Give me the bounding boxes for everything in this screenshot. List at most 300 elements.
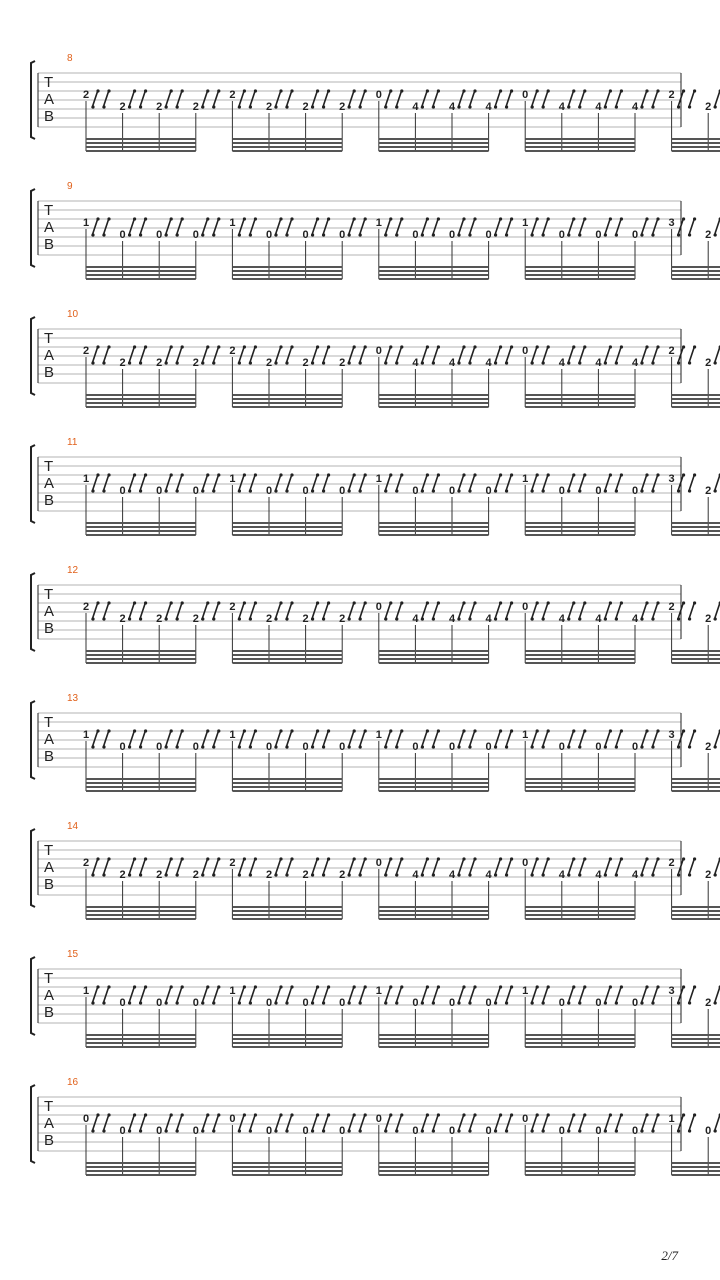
slash-dot [107, 473, 110, 476]
strum-slash [641, 346, 647, 364]
strum-slash [652, 858, 658, 876]
slash-dot [682, 985, 685, 988]
slash-dot [217, 985, 220, 988]
fret-number: 1 [82, 217, 90, 229]
strum-slash [506, 858, 512, 876]
strum-slash [652, 218, 658, 236]
slash-dot [645, 89, 648, 92]
fret-number: 0 [412, 229, 419, 241]
slash-dot [206, 729, 209, 732]
strum-slash [385, 90, 391, 108]
slash-dot [238, 1001, 241, 1004]
strum-slash [286, 602, 292, 620]
slash-dot [128, 361, 131, 364]
strum-slash [432, 474, 438, 492]
slash-dot [359, 489, 362, 492]
strum-slash [421, 346, 427, 364]
slash-dot [311, 617, 314, 620]
slash-dot [421, 489, 424, 492]
slash-dot [693, 473, 696, 476]
fret-number: 0 [375, 857, 382, 869]
slash-dot [395, 489, 398, 492]
strum-slash [542, 218, 548, 236]
fret-number: 2 [229, 857, 236, 869]
strum-slash [432, 346, 438, 364]
strum-slash [689, 218, 695, 236]
slash-dot [510, 89, 513, 92]
strum-slash [458, 218, 464, 236]
fret-number: 4 [485, 613, 492, 625]
slash-dot [499, 89, 502, 92]
tab-system [31, 437, 720, 535]
slash-dot [432, 105, 435, 108]
slash-dot [102, 873, 105, 876]
slash-dot [421, 105, 424, 108]
slash-dot [359, 745, 362, 748]
slash-dot [274, 489, 277, 492]
strum-slash [176, 218, 182, 236]
slash-dot [651, 1129, 654, 1132]
slash-dot [395, 1001, 398, 1004]
fret-number: 2 [119, 101, 126, 113]
fret-number: 0 [339, 229, 346, 241]
slash-dot [395, 745, 398, 748]
strum-slash [495, 986, 501, 1004]
slash-dot [279, 89, 282, 92]
slash-dot [128, 1001, 131, 1004]
fret-number: 1 [229, 729, 236, 741]
slash-dot [279, 601, 282, 604]
fret-number: 2 [82, 601, 90, 613]
strum-slash [542, 986, 548, 1004]
strum-slash [323, 1114, 329, 1132]
strum-slash [165, 474, 171, 492]
strum-slash [140, 474, 146, 492]
strum-slash [176, 1114, 182, 1132]
slash-dot [91, 361, 94, 364]
slash-dot [494, 233, 497, 236]
slash-dot [165, 361, 168, 364]
slash-dot [473, 473, 476, 476]
strum-slash [385, 218, 391, 236]
slash-dot [395, 617, 398, 620]
fret-number: 2 [229, 345, 236, 357]
slash-dot [421, 1001, 424, 1004]
slash-dot [547, 89, 550, 92]
slash-dot [421, 1129, 424, 1132]
strum-slash [421, 730, 427, 748]
slash-dot [714, 1001, 717, 1004]
slash-dot [677, 489, 680, 492]
slash-dot [494, 1001, 497, 1004]
strum-slash [568, 730, 574, 748]
slash-dot [462, 985, 465, 988]
strum-slash [714, 346, 720, 364]
tab-clef-letter: T [44, 330, 54, 347]
slash-dot [693, 217, 696, 220]
slash-dot [348, 489, 351, 492]
strum-slash [495, 218, 501, 236]
strum-slash [652, 90, 658, 108]
slash-dot [102, 1129, 105, 1132]
slash-dot [531, 1129, 534, 1132]
slash-dot [128, 745, 131, 748]
slash-dot [567, 745, 570, 748]
slash-dot [238, 617, 241, 620]
strum-slash [714, 858, 720, 876]
slash-dot [316, 857, 319, 860]
fret-number: 4 [631, 101, 639, 113]
slash-dot [144, 857, 147, 860]
strum-slash [286, 858, 292, 876]
strum-slash [531, 730, 537, 748]
fret-number: 0 [522, 857, 529, 869]
strum-slash [714, 730, 720, 748]
slash-dot [688, 617, 691, 620]
slash-dot [91, 1129, 94, 1132]
fret-number: 2 [192, 357, 199, 369]
slash-dot [714, 361, 717, 364]
slash-dot [311, 489, 314, 492]
strum-slash [238, 346, 244, 364]
strum-slash [469, 1114, 475, 1132]
strum-slash [432, 218, 438, 236]
slash-dot [620, 473, 623, 476]
slash-dot [384, 105, 387, 108]
slash-dot [144, 601, 147, 604]
slash-dot [139, 1129, 142, 1132]
fret-number: 2 [156, 101, 163, 113]
strum-slash [312, 986, 318, 1004]
fret-number: 0 [595, 229, 602, 241]
strum-slash [359, 474, 365, 492]
slash-dot [165, 1129, 168, 1132]
strum-slash [689, 346, 695, 364]
fret-number: 0 [558, 997, 565, 1009]
strum-slash [359, 730, 365, 748]
strum-slash [348, 1114, 354, 1132]
strum-slash [469, 858, 475, 876]
fret-number: 0 [302, 1125, 309, 1137]
strum-slash [458, 602, 464, 620]
slash-dot [505, 1001, 508, 1004]
fret-number: 4 [412, 357, 419, 369]
fret-number: 2 [705, 869, 712, 881]
slash-dot [604, 1001, 607, 1004]
fret-number: 0 [631, 741, 639, 753]
strum-slash [469, 90, 475, 108]
slash-dot [359, 617, 362, 620]
slash-dot [656, 217, 659, 220]
strum-slash [129, 858, 135, 876]
strum-slash [714, 90, 720, 108]
slash-dot [327, 1113, 330, 1116]
fret-number: 0 [265, 1125, 273, 1137]
strum-slash [286, 218, 292, 236]
strum-slash [92, 346, 98, 364]
slash-dot [170, 601, 173, 604]
strum-slash [652, 474, 658, 492]
strum-slash [495, 602, 501, 620]
fret-number: 0 [485, 1125, 492, 1137]
slash-dot [139, 1001, 142, 1004]
fret-number: 0 [448, 485, 456, 497]
slash-dot [572, 345, 575, 348]
fret-number: 0 [119, 741, 126, 753]
strum-slash [359, 1114, 365, 1132]
fret-number: 2 [229, 89, 236, 101]
strum-slash [568, 986, 574, 1004]
slash-dot [640, 873, 643, 876]
slash-dot [243, 1113, 246, 1116]
slash-dot [243, 857, 246, 860]
strum-slash [286, 1114, 292, 1132]
strum-slash [396, 858, 402, 876]
slash-dot [249, 1001, 252, 1004]
tab-clef-letter: B [44, 236, 55, 253]
strum-slash [604, 730, 610, 748]
slash-dot [432, 1001, 435, 1004]
slash-dot [212, 873, 215, 876]
slash-dot [567, 1001, 570, 1004]
fret-number: 0 [522, 1113, 529, 1125]
fret-number: 1 [522, 985, 529, 997]
fret-number: 4 [558, 357, 565, 369]
fret-number: 0 [558, 229, 565, 241]
tab-clef-letter: A [44, 475, 55, 492]
slash-dot [499, 345, 502, 348]
system-brace [31, 317, 35, 395]
strum-slash [140, 1114, 146, 1132]
slash-dot [285, 873, 288, 876]
slash-dot [128, 233, 131, 236]
strum-slash [421, 986, 427, 1004]
slash-dot [217, 345, 220, 348]
slash-dot [437, 985, 440, 988]
strum-slash [312, 218, 318, 236]
strum-slash [275, 730, 281, 748]
slash-dot [133, 729, 136, 732]
fret-number: 2 [705, 101, 712, 113]
strum-slash [495, 730, 501, 748]
slash-dot [176, 873, 179, 876]
slash-dot [311, 1001, 314, 1004]
strum-slash [275, 986, 281, 1004]
strum-slash [604, 602, 610, 620]
slash-dot [96, 857, 99, 860]
slash-dot [578, 361, 581, 364]
tab-clef-letter: A [44, 731, 55, 748]
strum-slash [385, 474, 391, 492]
slash-dot [499, 1113, 502, 1116]
slash-dot [714, 233, 717, 236]
strum-slash [202, 90, 208, 108]
slash-dot [437, 729, 440, 732]
fret-number: 0 [375, 601, 382, 613]
slash-dot [364, 1113, 367, 1116]
slash-dot [217, 473, 220, 476]
slash-dot [217, 857, 220, 860]
fret-number: 0 [156, 997, 163, 1009]
slash-dot [473, 857, 476, 860]
slash-dot [165, 873, 168, 876]
slash-dot [217, 1113, 220, 1116]
slash-dot [165, 233, 168, 236]
strum-slash [348, 346, 354, 364]
fret-number: 2 [705, 741, 712, 753]
fret-number: 0 [448, 997, 456, 1009]
fret-number: 1 [375, 473, 382, 485]
tab-clef-letter: B [44, 748, 55, 765]
slash-dot [437, 601, 440, 604]
slash-dot [604, 105, 607, 108]
strum-slash [129, 90, 135, 108]
strum-slash [238, 474, 244, 492]
fret-number: 2 [192, 101, 199, 113]
slash-dot [201, 617, 204, 620]
measure-number: 14 [67, 821, 79, 832]
slash-dot [274, 105, 277, 108]
slash-dot [212, 1129, 215, 1132]
slash-dot [91, 233, 94, 236]
slash-dot [468, 1129, 471, 1132]
slash-dot [133, 985, 136, 988]
slash-dot [567, 361, 570, 364]
fret-number: 1 [522, 217, 529, 229]
slash-dot [651, 489, 654, 492]
fret-number: 1 [229, 985, 236, 997]
slash-dot [547, 217, 550, 220]
slash-dot [290, 857, 293, 860]
strum-slash [140, 730, 146, 748]
fret-number: 0 [412, 485, 419, 497]
slash-dot [682, 601, 685, 604]
strum-slash [604, 218, 610, 236]
strum-slash [312, 474, 318, 492]
strum-slash [323, 346, 329, 364]
strum-slash [103, 730, 109, 748]
slash-dot [457, 1129, 460, 1132]
slash-dot [426, 89, 429, 92]
fret-number: 4 [485, 357, 492, 369]
slash-dot [327, 345, 330, 348]
strum-slash [238, 218, 244, 236]
strum-slash [506, 218, 512, 236]
tab-clef-letter: T [44, 842, 54, 859]
slash-dot [249, 1129, 252, 1132]
slash-dot [107, 217, 110, 220]
slash-dot [437, 1113, 440, 1116]
slash-dot [505, 361, 508, 364]
slash-dot [91, 489, 94, 492]
slash-dot [279, 729, 282, 732]
fret-number: 0 [448, 1125, 456, 1137]
slash-dot [201, 361, 204, 364]
strum-slash [421, 90, 427, 108]
fret-number: 2 [265, 613, 273, 625]
strum-slash [92, 730, 98, 748]
slash-dot [389, 857, 392, 860]
slash-dot [583, 857, 586, 860]
fret-number: 4 [631, 357, 639, 369]
slash-dot [499, 857, 502, 860]
slash-dot [206, 345, 209, 348]
strum-slash [165, 858, 171, 876]
slash-dot [640, 1129, 643, 1132]
strum-slash [176, 474, 182, 492]
slash-dot [170, 473, 173, 476]
fret-number: 0 [558, 1125, 565, 1137]
slash-dot [677, 361, 680, 364]
strum-slash [275, 218, 281, 236]
slash-dot [206, 89, 209, 92]
slash-dot [348, 873, 351, 876]
slash-dot [181, 89, 184, 92]
tab-clef-letter: T [44, 970, 54, 987]
slash-dot [656, 857, 659, 860]
slash-dot [457, 745, 460, 748]
strum-slash [421, 1114, 427, 1132]
slash-dot [604, 489, 607, 492]
slash-dot [238, 745, 241, 748]
slash-dot [640, 745, 643, 748]
slash-dot [547, 857, 550, 860]
fret-number: 4 [448, 869, 456, 881]
strum-slash [323, 90, 329, 108]
strum-slash [714, 602, 720, 620]
slash-dot [285, 745, 288, 748]
slash-dot [426, 473, 429, 476]
fret-number: 0 [302, 741, 309, 753]
strum-slash [140, 346, 146, 364]
fret-number: 4 [631, 613, 639, 625]
slash-dot [677, 1001, 680, 1004]
slash-dot [400, 345, 403, 348]
slash-dot [279, 857, 282, 860]
slash-dot [578, 873, 581, 876]
fret-number: 4 [412, 869, 419, 881]
slash-dot [615, 1129, 618, 1132]
slash-dot [206, 601, 209, 604]
slash-dot [583, 1113, 586, 1116]
slash-dot [494, 489, 497, 492]
slash-dot [567, 1129, 570, 1132]
slash-dot [274, 745, 277, 748]
fret-number: 0 [595, 1125, 602, 1137]
strum-slash [238, 986, 244, 1004]
fret-number: 2 [705, 229, 712, 241]
fret-number: 0 [119, 1125, 126, 1137]
strum-slash [275, 90, 281, 108]
slash-dot [311, 361, 314, 364]
slash-dot [102, 233, 105, 236]
strum-slash [92, 602, 98, 620]
fret-number: 1 [668, 1113, 675, 1125]
strum-slash [323, 730, 329, 748]
strum-slash [359, 986, 365, 1004]
slash-dot [426, 345, 429, 348]
strum-slash [103, 858, 109, 876]
slash-dot [682, 729, 685, 732]
slash-dot [651, 873, 654, 876]
fret-number: 0 [375, 1113, 382, 1125]
fret-number: 0 [631, 1125, 639, 1137]
slash-dot [353, 601, 356, 604]
slash-dot [714, 1129, 717, 1132]
slash-dot [604, 617, 607, 620]
slash-dot [640, 361, 643, 364]
slash-dot [510, 729, 513, 732]
